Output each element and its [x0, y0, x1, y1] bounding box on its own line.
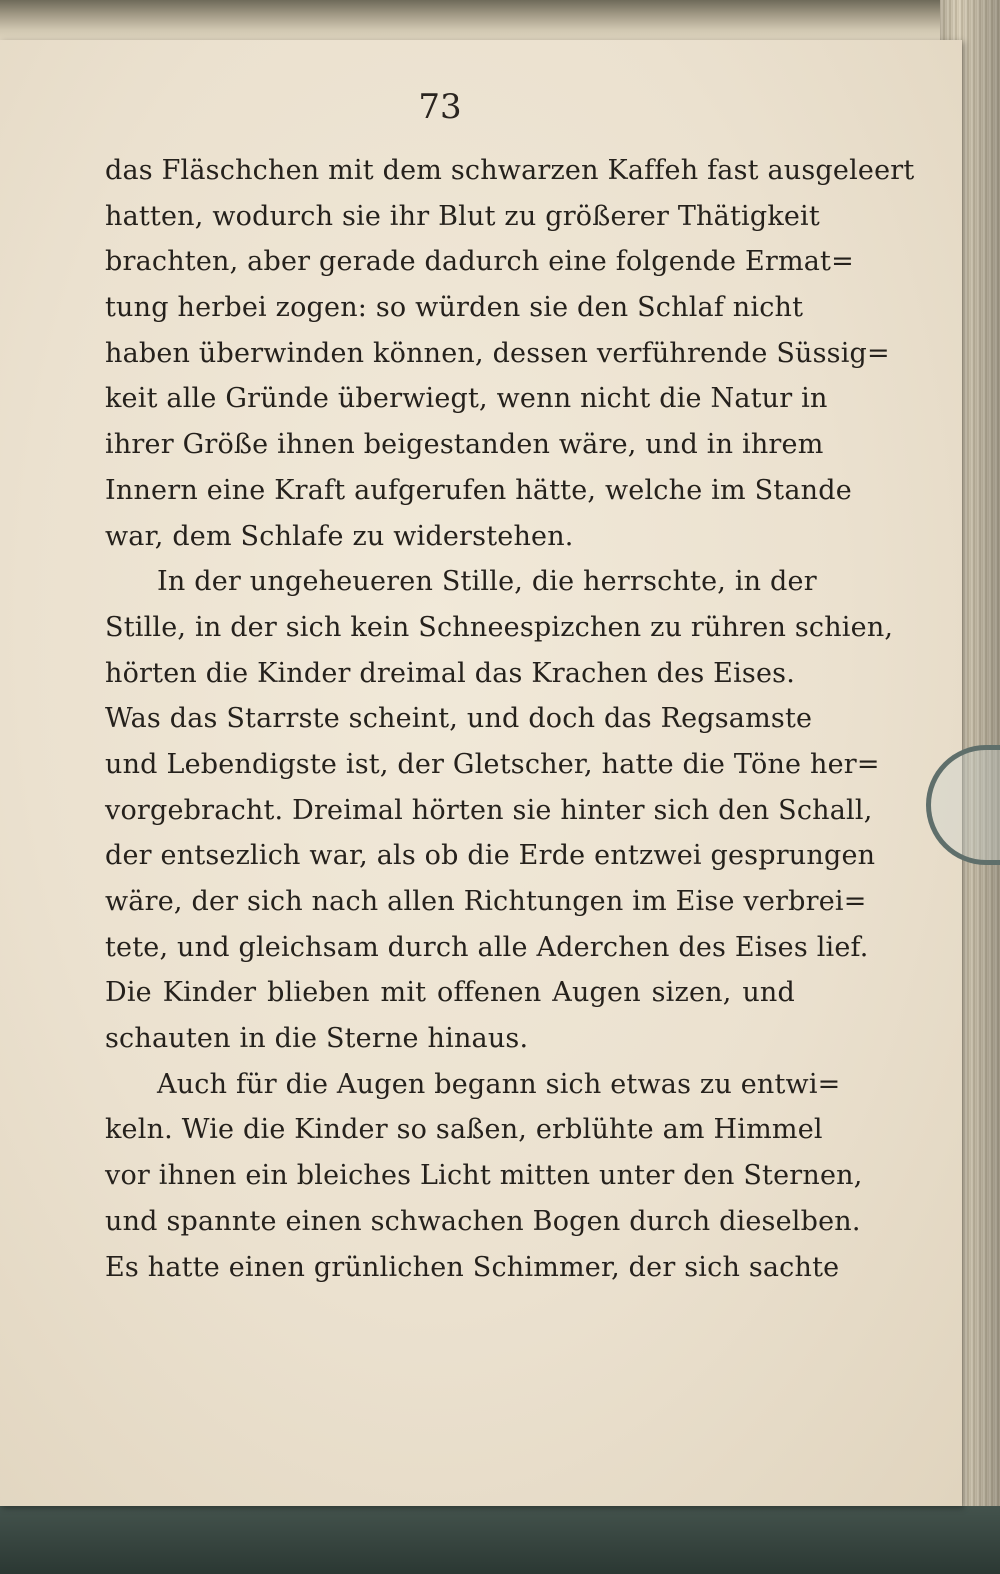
text-line: Stille, in der sich kein Schneespizchen zu rühren schien, — [105, 611, 894, 643]
text-line: hatten, wodurch sie ihr Blut zu größerer Thätigkeit — [105, 200, 820, 232]
text-line: vor ihnen ein bleiches Licht mitten unter den Sternen, — [105, 1160, 863, 1192]
text-line: keit alle Gründe überwiegt, wenn nicht die Natur in — [105, 383, 828, 415]
text-line: Innern eine Kraft aufgerufen hätte, welche im Stande — [105, 474, 852, 506]
text-line: Auch für die Augen begann sich etwas zu entwi= — [157, 1068, 841, 1100]
text-line: Die Kinder blieben mit offenen Augen sizen, und — [105, 977, 795, 1009]
text-line: der entsezlich war, als ob die Erde entzwei gesprungen — [105, 840, 876, 872]
text-line: hörten die Kinder dreimal das Krachen des Eises. — [105, 657, 795, 689]
text-line: brachten, aber gerade dadurch eine folgende Ermat= — [105, 246, 854, 278]
text-line: tete, und gleichsam durch alle Aderchen des Eises lief. — [105, 931, 869, 963]
text-line: vorgebracht. Dreimal hörten sie hinter sich den Schall, — [105, 794, 873, 826]
text-line: keln. Wie die Kinder so saßen, erblühte am Himmel — [105, 1114, 823, 1146]
text-line: das Fläschchen mit dem schwarzen Kaffeh fast ausgeleert — [105, 155, 915, 186]
bottom-background — [0, 1506, 1000, 1574]
text-line: und Lebendigste ist, der Gletscher, hatte die Töne her= — [105, 748, 880, 780]
text-line: In der ungeheueren Stille, die herrschte, in der — [157, 566, 817, 598]
text-line: wäre, der sich nach allen Richtungen im Eise verbrei= — [105, 886, 867, 917]
page-number: 73 — [418, 87, 462, 127]
top-binding-edge — [0, 0, 1000, 42]
page-text — [105, 148, 915, 1290]
text-line: ihrer Größe ihnen beigestanden wäre, und in ihrem — [105, 429, 824, 461]
text-line: Es hatte einen grünlichen Schimmer, der sich sachte — [105, 1251, 840, 1283]
text-line: haben überwinden können, dessen verführende Süssig= — [105, 337, 890, 369]
text-line: und spannte einen schwachen Bogen durch dieselben. — [105, 1205, 861, 1237]
text-line: war, dem Schlafe zu widerstehen. — [105, 520, 574, 552]
text-line: Was das Starrste scheint, und doch das Regsamste — [105, 703, 813, 735]
text-line: schauten in die Sterne hinaus. — [105, 1023, 529, 1055]
text-line: tung herbei zogen: so würden sie den Schlaf nicht — [105, 292, 804, 324]
